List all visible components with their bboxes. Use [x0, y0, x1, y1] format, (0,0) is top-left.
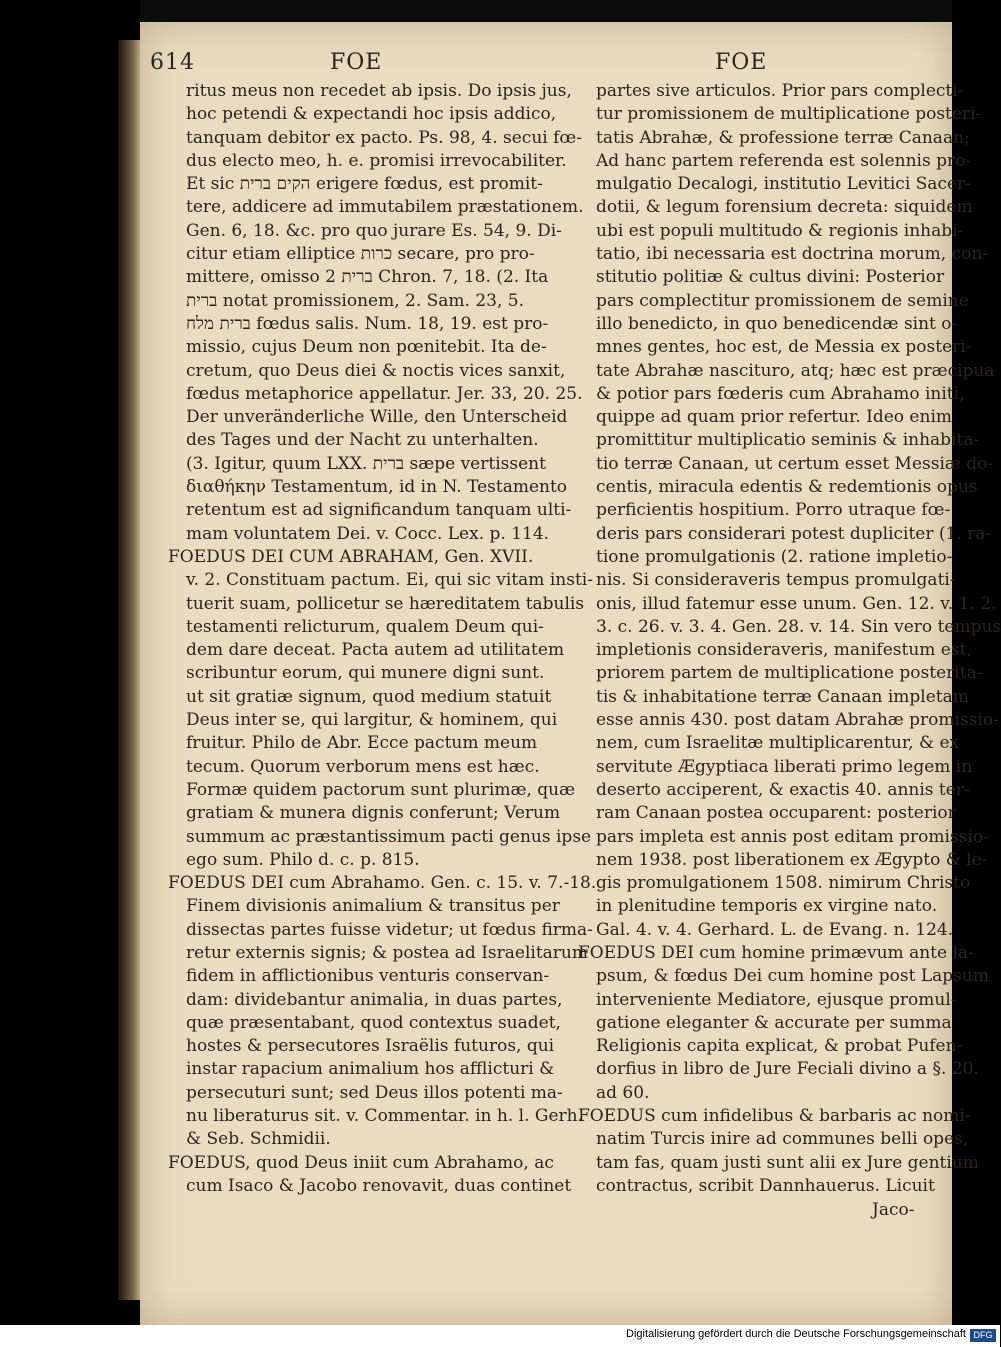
text-line: tate Abrahæ nascituro, atq; hæc est præcipua [596, 360, 995, 381]
text-line: centis, miracula edentis & redemtionis opus [596, 477, 978, 498]
text-line: ego sum. Philo d. c. p. 815. [186, 849, 420, 870]
text-line: FOEDUS DEI cum homine primævum ante la- [578, 942, 974, 963]
text-line: retentum est ad significandum tanquam ulti- [186, 500, 572, 521]
text-line: dorfius in libro de Jure Feciali divino a §. 20. [596, 1059, 979, 1080]
text-line: hoc petendi & expectandi hoc ipsis addico, [186, 104, 557, 125]
text-line: cretum, quo Deus diei & noctis vices sanxit, [186, 360, 566, 381]
text-line: fidem in afflictionibus venturis conservan- [186, 966, 550, 987]
text-line: tione promulgationis (2. ratione impletio- [596, 546, 953, 567]
text-line: Et sic הקים ברית erigere fœdus, est promit- [186, 174, 543, 195]
footer-bar [0, 1325, 1000, 1347]
text-line: ritus meus non recedet ab ipsis. Do ipsis jus, [186, 81, 572, 101]
text-line: tatio, ibi necessaria est doctrina morum, con- [596, 244, 989, 265]
text-line: impletionis consideraveris, manifestum est, [596, 640, 972, 661]
text-line: Finem divisionis animalium & transitus per [186, 896, 560, 917]
text-line: mittere, omisso ברית 2 Chron. 7, 18. (2. Ita [186, 267, 549, 288]
text-line: gatione eleganter & accurate per summa [596, 1012, 952, 1033]
text-line: servitute Ægyptiaca liberati primo legem in [596, 756, 973, 777]
dfg-logo: DFG [970, 1329, 996, 1342]
text-line: ad 60. [596, 1082, 650, 1103]
text-line: interveniente Mediatore, ejusque promul- [596, 989, 957, 1010]
text-line: Deus inter se, qui largitur, & hominem, qui [186, 710, 558, 731]
text-line: nu liberaturus sit. v. Commentar. in h. l. Gerh. [186, 1106, 583, 1127]
text-line: stitutio politiæ & cultus divini: Posterior [596, 267, 945, 288]
text-line: des Tages und der Nacht zu unterhalten. [186, 430, 539, 451]
running-head-left: FOE [330, 50, 383, 75]
text-line: perficientis hospitium. Porro utraque fœ- [596, 500, 951, 521]
text-line: missio, cujus Deum non pœnitebit. Ita de- [186, 337, 547, 358]
text-line: priorem partem de multiplicatione posterita- [596, 663, 983, 684]
text-line: in plenitudine temporis ex virgine nato. [596, 896, 938, 917]
text-line: Formæ quidem pactorum sunt plurimæ, quæ [186, 779, 576, 800]
text-line: FOEDUS DEI CUM ABRAHAM, Gen. XVII. [168, 546, 534, 567]
text-line: pars complectitur promissionem de semine [596, 290, 969, 311]
text-line: testamenti relicturum, qualem Deum qui- [186, 616, 544, 637]
text-line: Der unveränderliche Wille, den Unterscheid [186, 407, 568, 428]
text-line: promittitur multiplicatio seminis & inhabita- [596, 430, 980, 451]
right-column [578, 80, 1001, 1198]
text-line: scribuntur eorum, qui munere digni sunt. [186, 663, 545, 684]
text-line: FOEDUS cum infidelibus & barbaris ac nomi- [578, 1106, 971, 1127]
text-line: mulgatio Decalogi, institutio Levitici Sacer- [596, 174, 971, 195]
text-line: Gal. 4. v. 4. Gerhard. L. de Evang. n. 124. [596, 919, 954, 940]
book-page [140, 22, 1001, 1325]
text-line: instar rapacium animalium hos afflicturi & [186, 1059, 555, 1080]
text-line: hostes & persecutores Israëlis futuros, qui [186, 1036, 555, 1057]
text-line: quippe ad quam prior refertur. Ideo enim [596, 407, 952, 428]
text-line: tio terræ Canaan, ut certum esset Messiæ do- [596, 453, 994, 474]
text-line: citur etiam elliptice כרות secare, pro pro- [186, 244, 535, 265]
text-line: (3. Igitur, quum LXX. ברית sæpe vertissent [186, 453, 546, 474]
text-line: dam: dividebantur animalia, in duas partes, [186, 989, 563, 1010]
text-line: tam fas, quam justi sunt alii ex Jure gentium [596, 1152, 979, 1173]
text-line: dissectas partes fuisse videtur; ut fœdus firma- [186, 919, 593, 940]
text-line: nis. Si consideraveris tempus promulgati- [596, 570, 956, 591]
text-line: fœdus metaphorice appellatur. Jer. 33, 20. 25. [186, 383, 583, 404]
text-line: dem dare deceat. Pacta autem ad utilitatem [186, 640, 565, 661]
text-line: & Seb. Schmidii. [186, 1129, 331, 1150]
text-line: onis, illud fatemur esse unum. Gen. 12. v. 1. 2. [596, 593, 997, 614]
running-head-right: FOE [715, 50, 768, 75]
text-line: ram Canaan postea occuparent: posterior [596, 803, 956, 824]
text-line: cum Isaco & Jacobo renovavit, duas continet [186, 1175, 572, 1196]
text-line: retur externis signis; & postea ad Israelitarum [186, 942, 588, 963]
text-line: Gen. 6, 18. &c. pro quo jurare Es. 54, 9. Di- [186, 220, 562, 241]
text-line: tatis Abrahæ, & professione terræ Canaan; [596, 127, 970, 148]
text-line: dus electo meo, h. e. promisi irrevocabiliter. [186, 150, 567, 171]
text-line: v. 2. Constituam pactum. Ei, qui sic vitam insti- [186, 570, 593, 591]
text-line: psum, & fœdus Dei cum homine post Lapsum [596, 966, 989, 987]
text-line: tis & inhabitatione terræ Canaan impletam [596, 686, 969, 707]
text-line: contractus, scribit Dannhauerus. Licuit [596, 1175, 935, 1196]
text-line: illo benedicto, in quo benedicendæ sint o- [596, 313, 958, 334]
text-line: tuerit suam, pollicetur se hæreditatem tabulis [186, 593, 585, 614]
text-line: persecuturi sunt; sed Deus illos potenti ma- [186, 1082, 563, 1103]
text-line: summum ac præstantissimum pacti genus ipse [186, 826, 592, 847]
text-line: ברית מלח fœdus salis. Num. 18, 19. est pro- [186, 313, 549, 334]
text-line: gratiam & munera dignis conferunt; Verum [186, 803, 561, 824]
text-line: esse annis 430. post datam Abrahæ promissio- [596, 710, 999, 731]
text-line: tere, addicere ad immutabilem præstationem. [186, 197, 584, 218]
text-line: FOEDUS, quod Deus iniit cum Abrahamo, ac [168, 1152, 554, 1173]
text-line: dotii, & legum forensium decreta: siquidem [596, 197, 973, 218]
text-line: gis promulgationem 1508. nimirum Christo [596, 873, 971, 894]
text-line: mam voluntatem Dei. v. Cocc. Lex. p. 114. [186, 523, 550, 544]
text-line: FOEDUS DEI cum Abrahamo. Gen. c. 15. v. 7.-18. [168, 873, 597, 894]
text-line: nem, cum Israelitæ multiplicarentur, & ex [596, 733, 960, 754]
text-line: deris pars considerari potest dupliciter (1. ra- [596, 523, 992, 544]
text-line: 3. c. 26. v. 3. 4. Gen. 28. v. 14. Sin vero tempus [596, 616, 1001, 637]
text-line: tur promissionem de multiplicatione posteri- [596, 104, 982, 125]
text-line: deserto acciperent, & exactis 40. annis ter- [596, 779, 970, 800]
catchword: Jaco- [872, 1200, 915, 1220]
text-line: tanquam debitor ex pacto. Ps. 98, 4. secui fœ- [186, 127, 582, 148]
text-line: ברית notat promissionem, 2. Sam. 23, 5. [186, 290, 525, 311]
footer-credit: Digitalisierung gefördert durch die Deutsche Forschungsgemeinschaft [626, 1328, 966, 1340]
text-line: partes sive articulos. Prior pars complecti- [596, 81, 964, 101]
text-line: natim Turcis inire ad communes belli opes, [596, 1129, 969, 1150]
left-column [168, 80, 597, 1198]
text-line: Ad hanc partem referenda est solennis pro- [596, 150, 972, 171]
book-gutter [118, 40, 140, 1300]
text-line: & potior pars fœderis cum Abrahamo initi, [596, 383, 965, 404]
page-number: 614 [150, 50, 195, 75]
text-line: pars impleta est annis post editam promissio- [596, 826, 989, 847]
text-line: nem 1938. post liberationem ex Ægypto & le- [596, 849, 988, 870]
text-line: διαθήκην Testamentum, id in N. Testamento [186, 477, 568, 498]
text-line: ubi est populi multitudo & regionis inhabi- [596, 220, 964, 241]
text-line: quæ præsentabant, quod contextus suadet, [186, 1012, 561, 1033]
text-line: mnes gentes, hoc est, de Messia ex posteri- [596, 337, 972, 358]
text-line: Religionis capita explicat, & probat Pufen- [596, 1036, 963, 1057]
text-line: fruitur. Philo de Abr. Ecce pactum meum [186, 733, 538, 754]
scan-top-border [140, 0, 952, 22]
text-line: ut sit gratiæ signum, quod medium statuit [186, 686, 552, 707]
text-line: tecum. Quorum verborum mens est hæc. [186, 756, 540, 777]
